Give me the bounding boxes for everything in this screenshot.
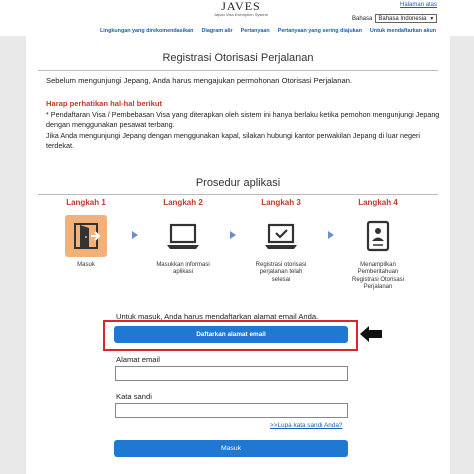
procedure-step-1 — [56, 198, 116, 269]
logo-title: JAVES — [221, 0, 261, 13]
language-label: Bahasa — [352, 15, 373, 22]
email-field[interactable] — [115, 366, 348, 381]
nav-item-questions[interactable]: Pertanyaan — [240, 28, 270, 34]
laptop-check-icon — [260, 215, 302, 257]
nav-item-recommended-env[interactable]: Lingkungan yang direkomendasikan — [100, 28, 194, 34]
arrow-left-icon — [360, 326, 382, 347]
laptop-icon — [162, 215, 204, 257]
procedure-step-4 — [348, 198, 408, 292]
nav-item-register-account[interactable]: Untuk mendaftarkan akun — [369, 28, 437, 34]
step-label: Langkah 2 — [163, 198, 203, 207]
top-nav — [100, 28, 436, 34]
step-desc: Masukkan informasi aplikasi — [156, 262, 210, 276]
intro-text: Sebelum mengunjungi Jepang, Anda harus mengajukan permohonan Otorisasi Perjalanan. — [46, 76, 353, 85]
nav-item-faq[interactable]: Pertanyaan yang sering diajukan — [277, 28, 362, 34]
warning-heading: Harap perhatikan hal-hal berikut — [46, 99, 163, 108]
step-label: Langkah 3 — [261, 198, 301, 207]
password-field[interactable] — [115, 403, 348, 418]
warning-body — [46, 110, 446, 151]
step-arrow-icon — [328, 231, 334, 239]
tablet-user-icon — [357, 215, 399, 257]
warning-line-1: * Pendaftaran Visa / Pembebasan Visa yang diterapkan oleh sistem ini hanya berlaku ketika pemohon mengunjungi Jepang dengan menggunakan pesawat terbang. — [46, 110, 440, 130]
step-desc: Registrasi otorisasi perjalanan telah selesai — [255, 262, 307, 283]
forgot-password-link[interactable]: >>Lupa kata sandi Anda? — [270, 422, 343, 429]
title-divider — [38, 70, 438, 71]
step-label: Langkah 1 — [66, 198, 106, 207]
language-select[interactable] — [375, 14, 437, 23]
procedure-divider — [38, 194, 438, 195]
page-title: Registrasi Otorisasi Perjalanan — [162, 52, 314, 64]
procedure-title: Prosedur aplikasi — [195, 177, 281, 189]
nav-item-flow-diagram[interactable]: Diagram alir — [201, 28, 233, 34]
door-exit-icon — [65, 215, 107, 257]
site-header — [0, 0, 474, 36]
register-email-button[interactable]: Daftarkan alamat email — [114, 326, 348, 343]
step-arrow-icon — [230, 231, 236, 239]
chevron-down-icon: ▼ — [429, 15, 435, 22]
procedure-step-2 — [153, 198, 213, 277]
step-label: Langkah 4 — [358, 198, 398, 207]
step-desc: Masuk — [77, 262, 95, 268]
procedure-step-3 — [251, 198, 311, 284]
site-logo[interactable] — [206, 0, 276, 18]
logo-subtitle: Japan Visa Exemption System — [213, 12, 269, 17]
language-selected: Bahasa Indonesia — [378, 15, 427, 22]
language-switcher — [352, 14, 437, 23]
home-link[interactable]: Halaman atas — [400, 2, 438, 8]
step-desc: Menampilkan Pemberitahuan Registrasi Otorisasi Perjalanan — [351, 262, 404, 291]
password-label: Kata sandi — [116, 392, 152, 401]
step-arrow-icon — [132, 231, 138, 239]
warning-line-2: Jika Anda mengunjungi Jepang dengan menggunakan kapal, silakan hubungi kantor perwakilan Jepang di luar negeri terdekat. — [46, 130, 421, 150]
login-note: Untuk masuk, Anda harus mendaftarkan alamat email Anda. — [116, 312, 319, 321]
login-button[interactable]: Masuk — [114, 440, 348, 457]
email-label: Alamat email — [116, 355, 160, 364]
